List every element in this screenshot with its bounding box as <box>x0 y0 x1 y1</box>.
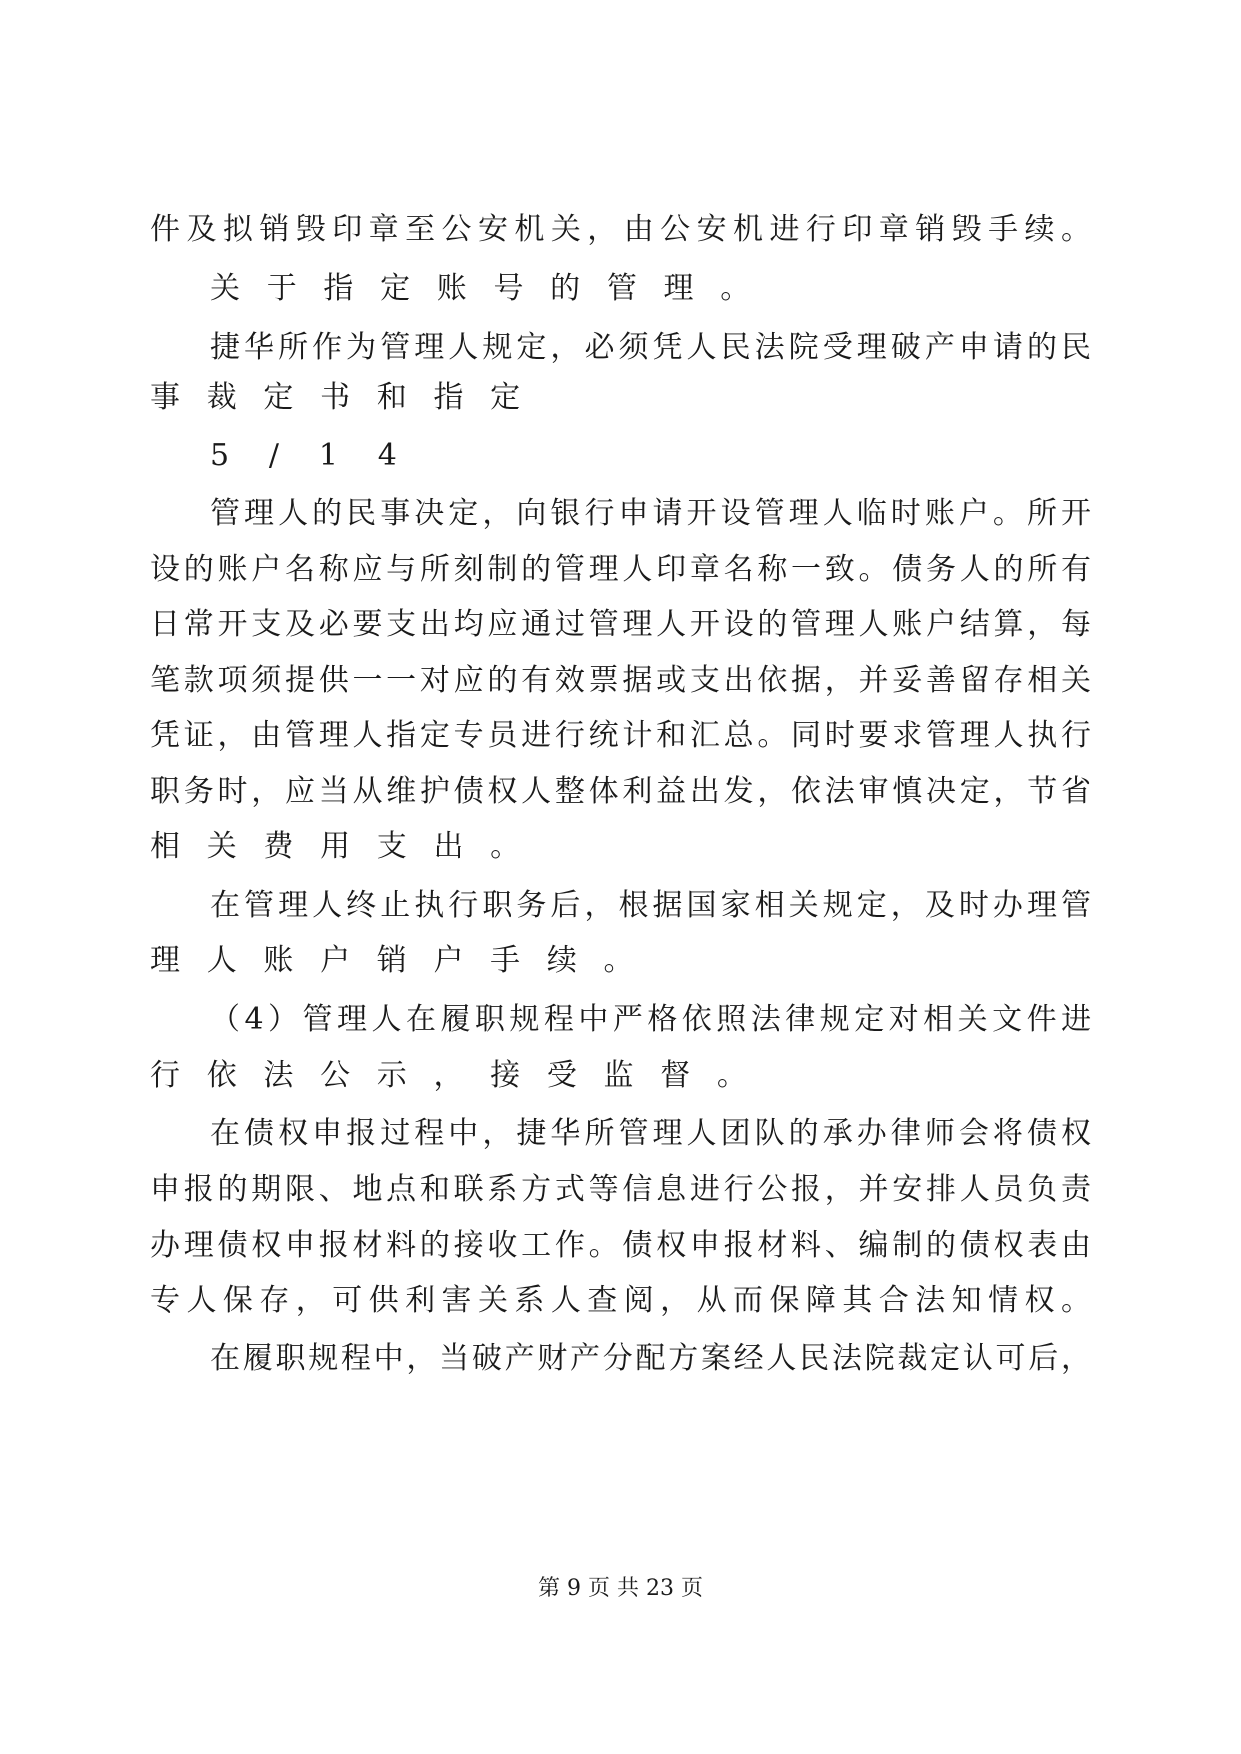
text-line <box>0 886 1241 926</box>
text-line-content: 行依法公示，接受监督。 <box>150 1058 774 1093</box>
text-line <box>0 1056 1241 1096</box>
page-footer <box>0 1574 1241 1604</box>
text-line <box>0 661 1241 701</box>
text-line <box>0 1281 1241 1321</box>
text-line-content: 在管理人终止执行职务后，根据国家相关规定，及时办理管 <box>210 888 1096 923</box>
text-line <box>0 716 1241 756</box>
text-line-content: 日常开支及必要支出均应通过管理人开设的管理人账户结算，每 <box>150 607 1095 642</box>
text-line-content: 设的账户名称应与所刻制的管理人印章名称一致。债务人的所有 <box>150 552 1095 587</box>
page-number-label: 第 9 页 共 23 页 <box>538 1576 703 1601</box>
text-line-content: 事裁定书和指定 <box>150 380 547 415</box>
text-line-content: 凭证，由管理人指定专员进行统计和汇总。同时要求管理人执行 <box>150 718 1095 753</box>
text-line-content: （4）管理人在履职规程中严格依照法律规定对相关文件进 <box>210 1002 1096 1037</box>
text-line <box>0 772 1241 812</box>
text-line-content: 在债权申报过程中，捷华所管理人团队的承办律师会将债权 <box>210 1116 1096 1151</box>
text-line <box>0 941 1241 981</box>
text-line-content: 专人保存，可供利害关系人查阅，从而保障其合法知情权。 <box>150 1283 1098 1318</box>
text-line <box>0 494 1241 534</box>
text-line <box>0 1170 1241 1210</box>
text-line-content: 办理债权申报材料的接收工作。债权申报材料、编制的债权表由 <box>150 1228 1095 1263</box>
text-line-content: 件及拟销毁印章至公安机关，由公安机进行印章销毁手续。 <box>150 212 1098 247</box>
text-line <box>0 328 1241 368</box>
page-fraction-marker <box>0 436 1241 476</box>
text-line-content: 5/14 <box>210 438 437 473</box>
text-line-content: 理人账户销户手续。 <box>150 943 661 978</box>
text-line <box>0 605 1241 645</box>
text-line-content: 捷华所作为管理人规定，必须凭人民法院受理破产申请的民 <box>210 330 1096 365</box>
text-line <box>0 1339 1241 1379</box>
text-line <box>0 1226 1241 1266</box>
text-line <box>0 550 1241 590</box>
text-line <box>0 269 1241 309</box>
text-line <box>0 827 1241 867</box>
text-line-content: 相关费用支出。 <box>150 829 547 864</box>
text-line <box>0 210 1241 250</box>
text-line <box>0 378 1241 418</box>
text-line-content: 在履职规程中，当破产财产分配方案经人民法院裁定认可后， <box>210 1341 1094 1376</box>
text-line <box>0 1114 1241 1154</box>
text-line-content: 职务时，应当从维护债权人整体利益出发，依法审慎决定，节省 <box>150 774 1095 809</box>
text-line <box>0 1000 1241 1040</box>
text-line-content: 笔款项须提供一一对应的有效票据或支出依据，并妥善留存相关 <box>150 663 1095 698</box>
text-line-content: 申报的期限、地点和联系方式等信息进行公报，并安排人员负责 <box>150 1172 1095 1207</box>
text-line-content: 关于指定账号的管理。 <box>210 271 777 306</box>
text-line-content: 管理人的民事决定，向银行申请开设管理人临时账户。所开 <box>210 496 1096 531</box>
